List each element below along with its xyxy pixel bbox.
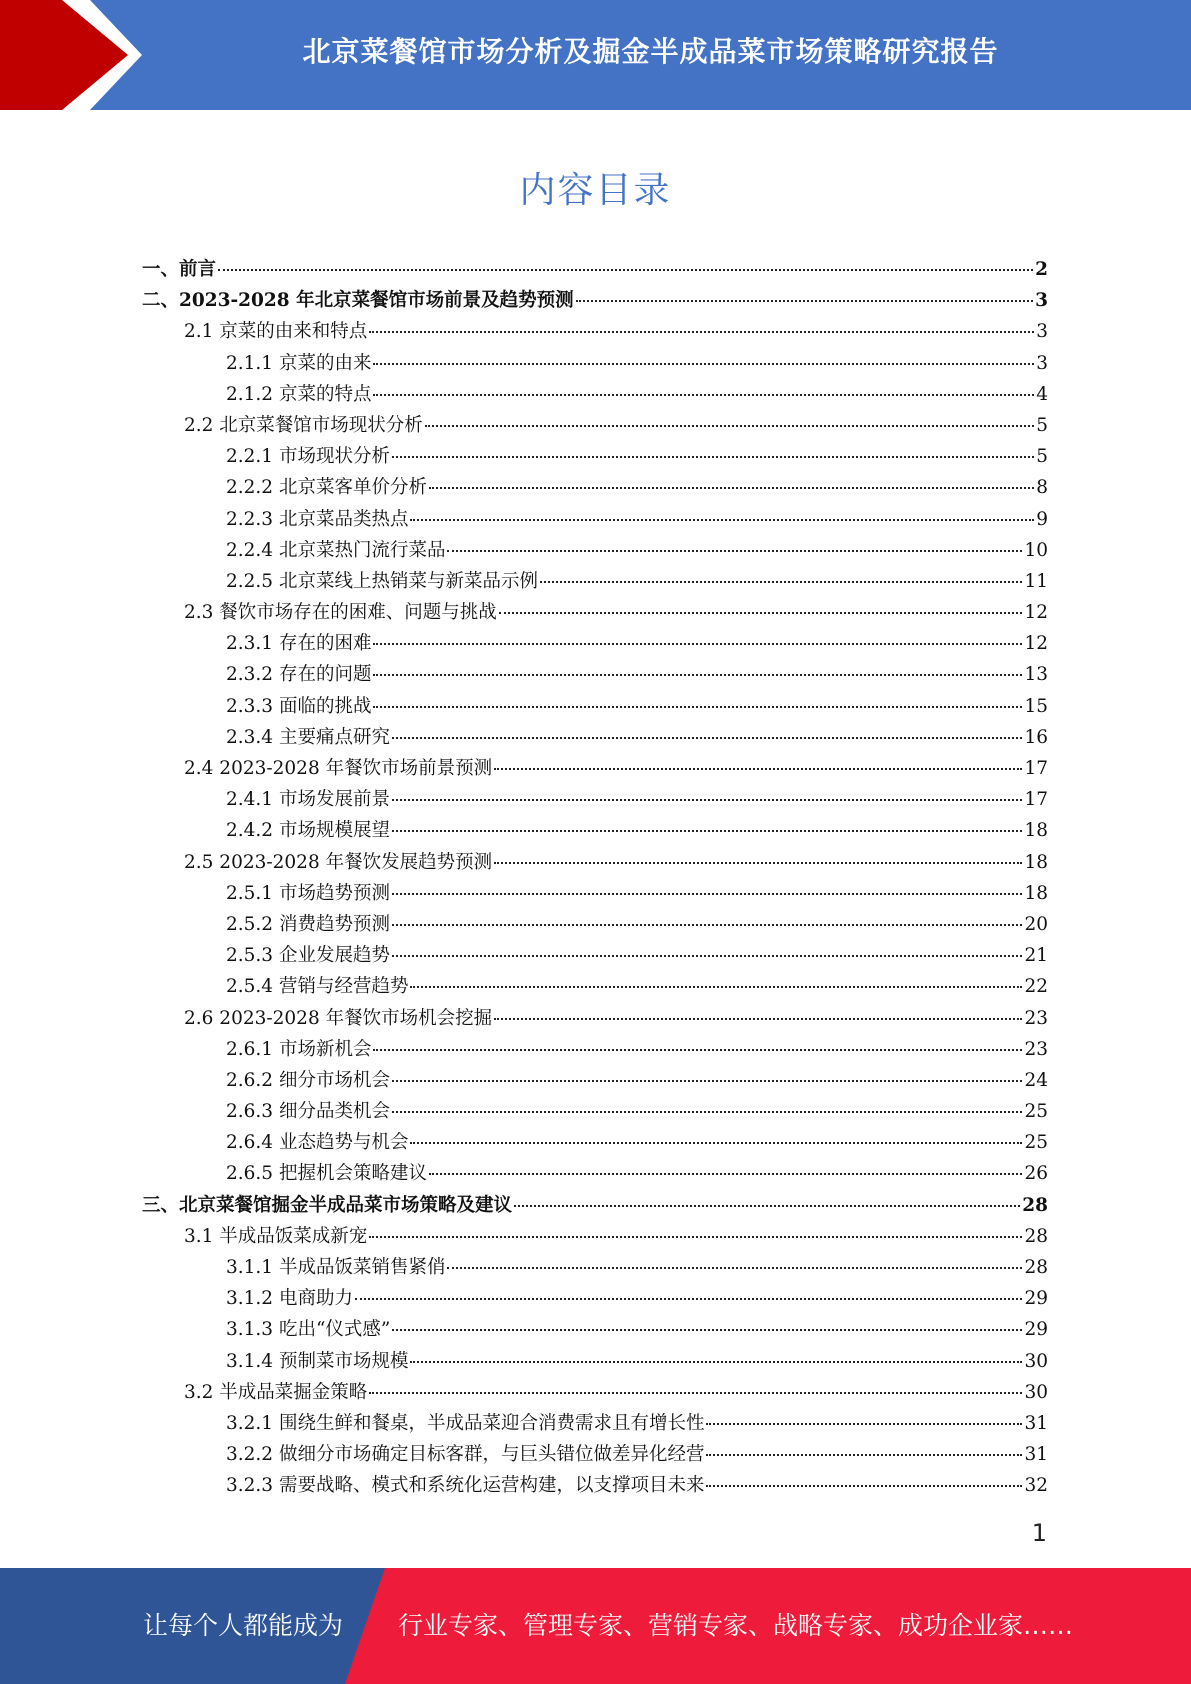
toc-entry[interactable] <box>142 1470 1048 1501</box>
toc-entry[interactable] <box>142 285 1048 316</box>
toc-entry-title: 2.2.1 市场现状分析 <box>226 446 390 468</box>
toc-entry-title: 2.6 2023-2028 年餐饮市场机会挖掘 <box>184 1007 493 1029</box>
toc-entry[interactable] <box>142 815 1048 846</box>
toc-entry[interactable] <box>142 1408 1048 1439</box>
toc-entry-page: 22 <box>1024 976 1048 998</box>
toc-entry[interactable] <box>142 1034 1048 1065</box>
toc-heading: 内容目录 <box>519 170 672 211</box>
toc-entry-title: 2.2 北京菜餐馆市场现状分析 <box>184 414 423 436</box>
toc-entry[interactable] <box>142 1377 1048 1408</box>
toc-dot-leader <box>410 986 1022 988</box>
toc-entry-title: 一、前言 <box>142 259 217 280</box>
toc-dot-leader <box>576 300 1034 302</box>
toc-entry-page: 32 <box>1024 1475 1048 1497</box>
toc-dot-leader <box>392 955 1022 957</box>
table-of-contents <box>142 254 1048 1502</box>
page-number: 1 <box>1031 1519 1047 1547</box>
toc-entry-title: 2.6.3 细分品类机会 <box>226 1101 390 1123</box>
toc-entry-title: 3.2 半成品菜掘金策略 <box>184 1381 368 1403</box>
toc-entry-title: 2.1 京菜的由来和特点 <box>184 321 368 343</box>
toc-entry-page: 17 <box>1024 758 1048 779</box>
toc-entry-title: 2.6.5 把握机会策略建议 <box>226 1163 427 1185</box>
toc-dot-leader <box>373 674 1022 676</box>
toc-entry[interactable] <box>142 628 1048 659</box>
toc-entry-title: 2.5.2 消费趋势预测 <box>226 913 390 935</box>
toc-entry-page: 16 <box>1024 726 1048 748</box>
toc-entry[interactable] <box>142 441 1048 472</box>
toc-dot-leader <box>410 519 1034 521</box>
toc-entry-page: 31 <box>1024 1444 1048 1466</box>
toc-entry-page: 3 <box>1035 290 1048 312</box>
toc-entry-title: 2.3.2 存在的问题 <box>226 664 372 686</box>
toc-entry[interactable] <box>142 753 1048 784</box>
toc-dot-leader <box>392 830 1022 832</box>
toc-entry[interactable] <box>142 1252 1048 1283</box>
toc-entry[interactable] <box>142 784 1048 815</box>
toc-entry[interactable] <box>142 410 1048 441</box>
footer-band <box>0 1568 1191 1684</box>
toc-entry-page: 8 <box>1036 477 1048 499</box>
toc-entry-page: 23 <box>1024 1007 1048 1029</box>
toc-entry-title: 3.1.4 预制菜市场规模 <box>226 1350 409 1372</box>
report-header-band <box>0 0 1191 110</box>
toc-entry-page: 11 <box>1024 570 1048 592</box>
toc-dot-leader <box>392 893 1022 895</box>
toc-entry-page: 29 <box>1024 1288 1048 1310</box>
toc-dot-leader <box>410 1142 1022 1144</box>
toc-entry[interactable] <box>142 1190 1048 1221</box>
toc-entry-page: 9 <box>1036 508 1048 530</box>
toc-entry-title: 2.2.3 北京菜品类热点 <box>226 508 409 530</box>
toc-entry-page: 12 <box>1024 633 1048 655</box>
toc-entry-title: 2.4 2023-2028 年餐饮市场前景预测 <box>184 758 493 779</box>
toc-dot-leader <box>494 862 1022 864</box>
toc-entry-title: 3.2.1 围绕生鲜和餐桌，半成品菜迎合消费需求且有增长性 <box>226 1412 705 1434</box>
toc-entry-title: 2.5.4 营销与经营趋势 <box>226 976 409 998</box>
toc-entry-title: 3.2.3 需要战略、模式和系统化运营构建，以支撑项目未来 <box>226 1475 705 1497</box>
toc-entry[interactable] <box>142 1221 1048 1252</box>
toc-entry-page: 29 <box>1024 1319 1048 1341</box>
toc-dot-leader <box>392 1111 1022 1113</box>
toc-entry-page: 18 <box>1024 882 1048 904</box>
toc-entry-page: 3 <box>1036 321 1048 343</box>
toc-entry-page: 18 <box>1024 820 1048 842</box>
toc-entry-page: 24 <box>1024 1069 1048 1091</box>
toc-entry[interactable] <box>142 1127 1048 1158</box>
toc-entry[interactable] <box>142 1283 1048 1314</box>
toc-entry-title: 2.6.1 市场新机会 <box>226 1038 372 1060</box>
toc-entry[interactable] <box>142 472 1048 503</box>
toc-entry-title: 2.2.5 北京菜线上热销菜与新菜品示例 <box>226 570 538 592</box>
header-chevron-decoration <box>0 0 160 110</box>
toc-entry-page: 30 <box>1024 1381 1048 1403</box>
toc-dot-leader <box>425 425 1034 427</box>
toc-entry[interactable] <box>142 316 1048 347</box>
toc-entry-title: 2.3.1 存在的困难 <box>226 633 372 655</box>
toc-entry-title: 2.5 2023-2028 年餐饮发展趋势预测 <box>184 851 493 873</box>
toc-entry[interactable] <box>142 722 1048 753</box>
toc-entry-title: 2.4.1 市场发展前景 <box>226 789 390 811</box>
toc-entry-title: 3.1 半成品饭菜成新宠 <box>184 1225 368 1247</box>
toc-entry-title: 2.5.1 市场趋势预测 <box>226 882 390 904</box>
toc-entry-page: 5 <box>1036 446 1048 468</box>
toc-entry[interactable] <box>142 1003 1048 1034</box>
toc-entry-page: 18 <box>1024 851 1048 873</box>
toc-entry-title: 二、2023-2028 年北京菜餐馆市场前景及趋势预测 <box>142 290 574 312</box>
toc-entry-page: 21 <box>1024 945 1048 967</box>
toc-dot-leader <box>369 1236 1022 1238</box>
toc-entry[interactable] <box>142 1346 1048 1377</box>
toc-dot-leader <box>369 331 1034 333</box>
toc-entry[interactable] <box>142 971 1048 1002</box>
toc-entry-page: 13 <box>1024 664 1048 686</box>
toc-dot-leader <box>373 706 1022 708</box>
toc-entry-page: 25 <box>1024 1101 1048 1123</box>
toc-dot-leader <box>392 456 1034 458</box>
report-title: 北京菜餐馆市场分析及掘金半成品菜市场策略研究报告 <box>302 35 999 68</box>
toc-entry[interactable] <box>142 878 1048 909</box>
toc-dot-leader <box>392 1080 1022 1082</box>
toc-entry[interactable] <box>142 535 1048 566</box>
toc-dot-leader <box>392 924 1022 926</box>
toc-entry-title: 2.1.2 京菜的特点 <box>226 383 372 405</box>
toc-dot-leader <box>514 1205 1020 1207</box>
toc-dot-leader <box>355 1298 1023 1300</box>
toc-dot-leader <box>540 581 1022 583</box>
toc-dot-leader <box>447 1267 1022 1269</box>
toc-entry[interactable] <box>142 379 1048 410</box>
toc-entry-title: 2.5.3 企业发展趋势 <box>226 945 390 967</box>
toc-entry-title: 2.2.4 北京菜热门流行菜品 <box>226 539 446 561</box>
toc-entry[interactable] <box>142 909 1048 940</box>
toc-entry-page: 23 <box>1024 1038 1048 1060</box>
toc-entry-page: 28 <box>1024 1257 1048 1278</box>
toc-entry-page: 12 <box>1024 602 1048 624</box>
toc-dot-leader <box>499 612 1023 614</box>
toc-dot-leader <box>706 1454 1022 1456</box>
toc-dot-leader <box>706 1423 1022 1425</box>
toc-entry-page: 17 <box>1024 789 1048 811</box>
toc-entry-page: 15 <box>1024 695 1048 717</box>
toc-dot-leader <box>706 1485 1022 1487</box>
toc-dot-leader <box>494 768 1022 770</box>
toc-entry[interactable] <box>142 940 1048 971</box>
toc-dot-leader <box>429 1173 1022 1175</box>
toc-dot-leader <box>392 799 1022 801</box>
toc-entry-page: 3 <box>1036 352 1048 374</box>
toc-entry-page: 28 <box>1024 1225 1048 1247</box>
toc-entry[interactable] <box>142 504 1048 535</box>
toc-entry-title: 2.3.3 面临的挑战 <box>226 695 372 717</box>
toc-entry-title: 2.6.4 业态趋势与机会 <box>226 1132 409 1154</box>
toc-dot-leader <box>494 1018 1022 1020</box>
toc-dot-leader <box>410 1361 1022 1363</box>
toc-entry[interactable] <box>142 254 1048 285</box>
toc-entry-title: 2.3 餐饮市场存在的困难、问题与挑战 <box>184 602 497 624</box>
toc-entry-page: 4 <box>1036 383 1048 405</box>
toc-entry-page: 2 <box>1035 259 1048 280</box>
toc-dot-leader <box>218 269 1033 271</box>
toc-entry-page: 26 <box>1024 1163 1048 1185</box>
toc-entry-page: 30 <box>1024 1350 1048 1372</box>
toc-entry[interactable] <box>142 691 1048 722</box>
toc-entry[interactable] <box>142 1439 1048 1470</box>
toc-dot-leader <box>429 487 1034 489</box>
toc-entry-title: 3.1.2 电商助力 <box>226 1288 353 1310</box>
toc-entry-title: 三、北京菜餐馆掘金半成品菜市场策略及建议 <box>142 1194 513 1216</box>
toc-dot-leader <box>373 394 1034 396</box>
footer-slogan-right: 行业专家、管理专家、营销专家、战略专家、成功企业家…… <box>398 1611 1074 1640</box>
toc-entry-page: 25 <box>1024 1132 1048 1154</box>
toc-entry[interactable] <box>142 659 1048 690</box>
toc-dot-leader <box>392 1329 1022 1331</box>
toc-entry[interactable] <box>142 597 1048 628</box>
toc-entry-title: 3.1.3 吃出“仪式感” <box>226 1319 391 1341</box>
toc-dot-leader <box>447 550 1022 552</box>
toc-dot-leader <box>373 1049 1022 1051</box>
toc-entry[interactable] <box>142 847 1048 878</box>
toc-dot-leader <box>369 1392 1022 1394</box>
toc-entry[interactable] <box>142 348 1048 379</box>
toc-entry-title: 2.1.1 京菜的由来 <box>226 352 372 374</box>
toc-entry-title: 2.4.2 市场规模展望 <box>226 820 390 842</box>
toc-entry-title: 2.6.2 细分市场机会 <box>226 1069 390 1091</box>
toc-entry-title: 3.2.2 做细分市场确定目标客群，与巨头错位做差异化经营 <box>226 1444 705 1466</box>
toc-entry[interactable] <box>142 566 1048 597</box>
toc-entry-page: 31 <box>1024 1412 1048 1434</box>
toc-entry[interactable] <box>142 1158 1048 1189</box>
toc-entry-title: 2.2.2 北京菜客单价分析 <box>226 477 427 499</box>
toc-entry-page: 5 <box>1036 414 1048 436</box>
toc-entry-title: 2.3.4 主要痛点研究 <box>226 726 390 748</box>
toc-entry[interactable] <box>142 1314 1048 1345</box>
toc-entry-page: 20 <box>1024 913 1048 935</box>
toc-entry-title: 3.1.1 半成品饭菜销售紧俏 <box>226 1257 446 1278</box>
footer-slogan-left: 让每个人都能成为 <box>143 1611 344 1640</box>
toc-entry-page: 28 <box>1022 1194 1048 1216</box>
toc-dot-leader <box>373 363 1034 365</box>
toc-dot-leader <box>373 643 1022 645</box>
toc-entry[interactable] <box>142 1096 1048 1127</box>
toc-entry-page: 10 <box>1024 539 1048 561</box>
toc-dot-leader <box>392 737 1022 739</box>
toc-entry[interactable] <box>142 1065 1048 1096</box>
